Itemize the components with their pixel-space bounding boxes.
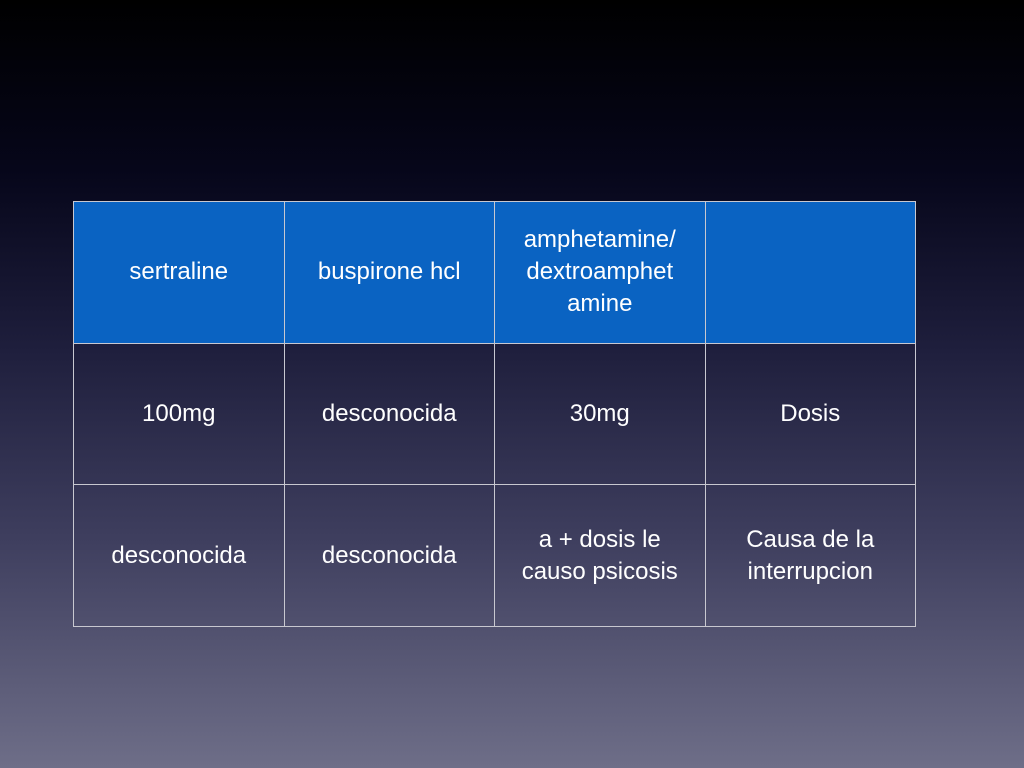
- table-cell: [705, 202, 916, 344]
- cell-text: desconocida: [321, 541, 457, 569]
- cell-text: Dosis: [780, 399, 841, 427]
- table-cell: [74, 485, 285, 627]
- cell-text: sertraline: [129, 258, 229, 286]
- table-cell: [284, 343, 495, 485]
- cell-text: 30mg: [569, 399, 630, 427]
- table-cell: [74, 343, 285, 485]
- table-cell: [495, 485, 706, 627]
- table-cell: [74, 202, 285, 344]
- table-cell: [705, 343, 916, 485]
- table-cell: [284, 485, 495, 627]
- cell-text: 100mg: [142, 399, 216, 427]
- cell-text: buspirone hcl: [317, 258, 461, 286]
- cell-text: Causa de la interrupcion: [746, 525, 875, 585]
- table-cell: [495, 343, 706, 485]
- table-cell: [705, 485, 916, 627]
- table-row: [74, 343, 916, 485]
- table-cell: [495, 202, 706, 344]
- table-row: [74, 485, 916, 627]
- table-cell: [284, 202, 495, 344]
- cell-text: desconocida: [321, 399, 457, 427]
- cell-text: amphetamine/ dextroamphet amine: [523, 226, 676, 318]
- cell-text: a + dosis le causo psicosis: [521, 525, 678, 585]
- cell-text: desconocida: [111, 541, 247, 569]
- table-header-row: [74, 202, 916, 344]
- medication-table: [73, 201, 916, 627]
